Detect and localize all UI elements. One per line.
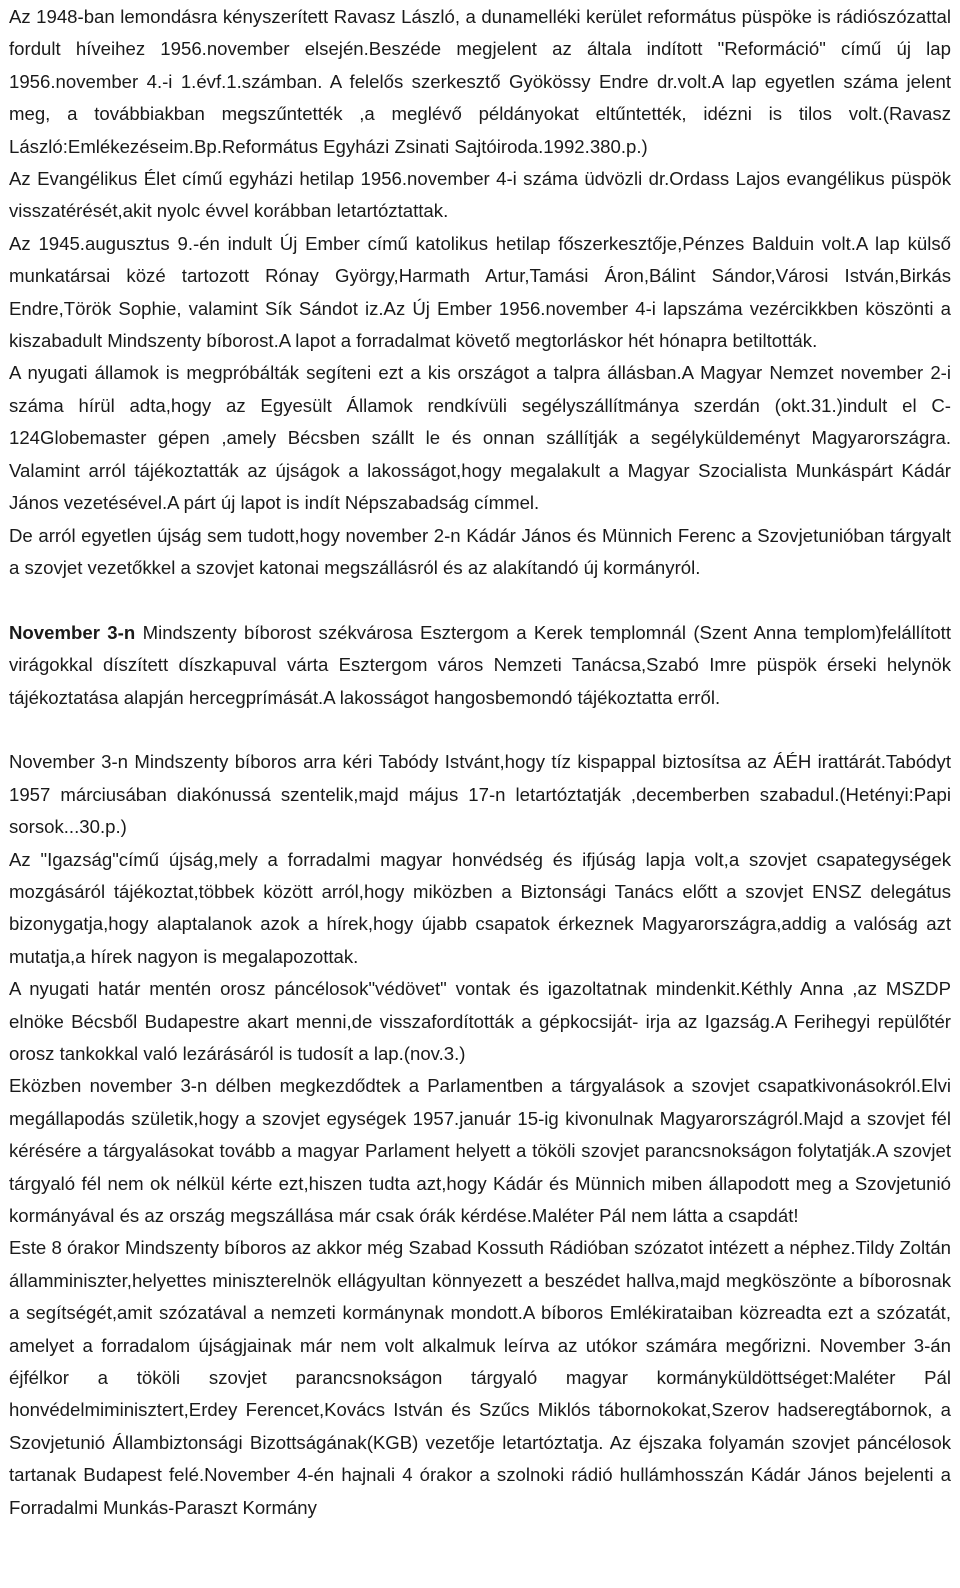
paragraph-spacer — [9, 584, 951, 616]
paragraph-text: Mindszenty bíborost székvárosa Esztergom a Kerek templomnál (Szent Anna templom)felállított virágokkal díszített díszkapuval várta Esztergom város Nemzeti Tanácsa,Szabó Imre püspök érseki helynök tájékoztatása alapján hercegprímását.A lakosságot hangosbemondó tájékoztatta erről. — [9, 621, 951, 708]
paragraph-igazsag: Az "Igazság"című újság,mely a forradalmi magyar honvédség és ifjúság lapja volt,a szovjet csapategységek mozgásáról tájékoztat,többek között arról,hogy miközben a Biztonsági Tanács előtt a szovjet ENSZ delegátus bizonygatja,hogy alaptalanok azok a hírek,hogy újabb csapatok érkeznek Magyarországra,addig a valóság azt mutatja,a hírek nagyon is megalapozottak. — [9, 848, 951, 967]
paragraph-ravasz: Az 1948-ban lemondásra kényszerített Ravasz László, a dunamelléki kerület református püspöke is rádiószózattal fordult híveihez 1956.november elsején.Beszéde megjelent az általa indított "Reformáció" című új lap 1956.november 4.-i 1.évf.1.számban. A felelős szerkesztő Gyökössy Endre dr.volt.A lap egyetlen száma jelent meg, a továbbiakban megszűntették ,a meglévő példányokat eltűntették, idézni is tilos volt.(Ravasz László:Emlékezéseim.Bp.Református Egyházi Zsinati Sajtóiroda.1992.380.p.) — [9, 6, 951, 157]
paragraph-parlament-targyalasok: Eközben november 3-n délben megkezdődtek a Parlamentben a tárgyalások a szovjet csapatkivonásokról.Elvi megállapodás születik,hogy a szovjet egységek 1957.január 15-ig kivonulnak Magyarországról.Majd a szovjet fél kérésére a tárgyalásokat tovább a magyar Parlament helyett a tököli szovjet parancsnokságon folytatják.A szovjet tárgyaló fél nem ok nélkül kérte ezt,hiszen tudta azt,hogy Kádár és Münnich miben állapodott meg a Szovjetunió kormányával és az ország megszállása már csak órák kérdése.Maléter Pál nem látta a csapdát! — [9, 1075, 951, 1226]
paragraph-nyugati-hatar: A nyugati határ mentén orosz páncélosok"védövet" vontak és igazoltatnak mindenkit.Kéthly Anna ,az MSZDP elnöke Bécsből Budapestre akart menni,de visszafordították a gépkocsiját- irja az Igazság.A Ferihegyi repülőtér orosz tankokkal való lezárásáról is tudosít a lap.(nov.3.) — [9, 978, 951, 1064]
paragraph-uj-ember: Az 1945.augusztus 9.-én indult Új Ember című katolikus hetilap főszerkesztője,Pénzes Balduin volt.A lap külső munkatársai közé tartozott Rónay György,Harmath Artur,Tamási Áron,Bálint Sándor,Városi István,Birkás Endre,Török Sophie, valamint Sík Sándot iz.Az Új Ember 1956.november 4-i lapszáma vezércikkben köszönti a kiszabadult Mindszenty bíborost.A lapot a forradalmat követő megtorláskor hét hónapra betiltották. — [9, 232, 951, 352]
paragraph-tabody: November 3-n Mindszenty bíboros arra kéri Tabódy Istvánt,hogy tíz kispappal biztosítsa az ÁÉH irattárát.Tabódyt 1957 márciusában diakónussá szentelik,majd május 17-n letartóztatják ,decemberben szabadul.(Hetényi:Papi sorsok...30.p.) — [9, 751, 951, 838]
date-heading: November 3-n — [9, 621, 136, 643]
paragraph-evangelikus-elet: Az Evangélikus Élet című egyházi hetilap 1956.november 4-i száma üdvözli dr.Ordass Lajos evangélikus püspök visszatérését,akit nyolc évvel korábban letartóztattak. — [9, 168, 951, 222]
paragraph-spacer — [9, 714, 951, 746]
paragraph-nyugati-allamok: A nyugati államok is megpróbálták segíteni ezt a kis országot a talpra állásban.A Magyar Nemzet november 2-i száma hírül adta,hogy az Egyesült Államok rendkívüli segélyszállítmánya szerdán (okt.31.)indult el C-124Globemaster gépen ,amely Bécsben szállt le és onnan szállítják a segélyküldeményt Magyarországra. Valamint arról tájékoztatták az újságok a lakosságot,hogy megalakult a Magyar Szocialista Munkáspárt Kádár János vezetésével.A párt új lapot is indít Népszabadság címmel. — [9, 362, 951, 514]
paragraph-mindszenty-szozat: Este 8 órakor Mindszenty bíboros az akkor még Szabad Kossuth Rádióban szózatot intézett a néphez.Tildy Zoltán államminiszter,helyettes miniszterelnök ellágyultan könnyezett a beszédet hallva,majd megköszönte a bíborosnak a segítségét,amit szózatával a nemzeti kormánynak mondott.A bíboros Emlékirataiban közreadta ezt a szózatát, amelyet a forradalom újságjainak már nem volt alkalmuk leírva az utókor számára megőrizni. November 3-án éjfélkor a tököli szovjet parancsnokságon tárgyaló magyar kormányküldöttséget:Maléter Pál honvédelmiminisztert,Erdey Ferencet,Kovács István és Szűcs Miklós tábornokokat,Szerov hadseregtábornok, a Szovjetunió Állambiztonsági Bizottságának(KGB) vezetője letartóztatja. Az éjszaka folyamán szovjet páncélosok tartanak Budapest felé.November 4-én hajnali 4 órakor a szolnoki rádió hullámhosszán Kádár János bejelenti a Forradalmi Munkás-Paraszt Kormány — [9, 1237, 951, 1518]
paragraph-kadar-munnich: De arról egyetlen újság sem tudott,hogy november 2-n Kádár János és Münnich Ferenc a Szovjetunióban tárgyalt a szovjet vezetőkkel a szovjet katonai megszállásról és az alakítandó új kormányról. — [9, 524, 951, 578]
paragraph-november-3-esztergom — [9, 617, 951, 714]
